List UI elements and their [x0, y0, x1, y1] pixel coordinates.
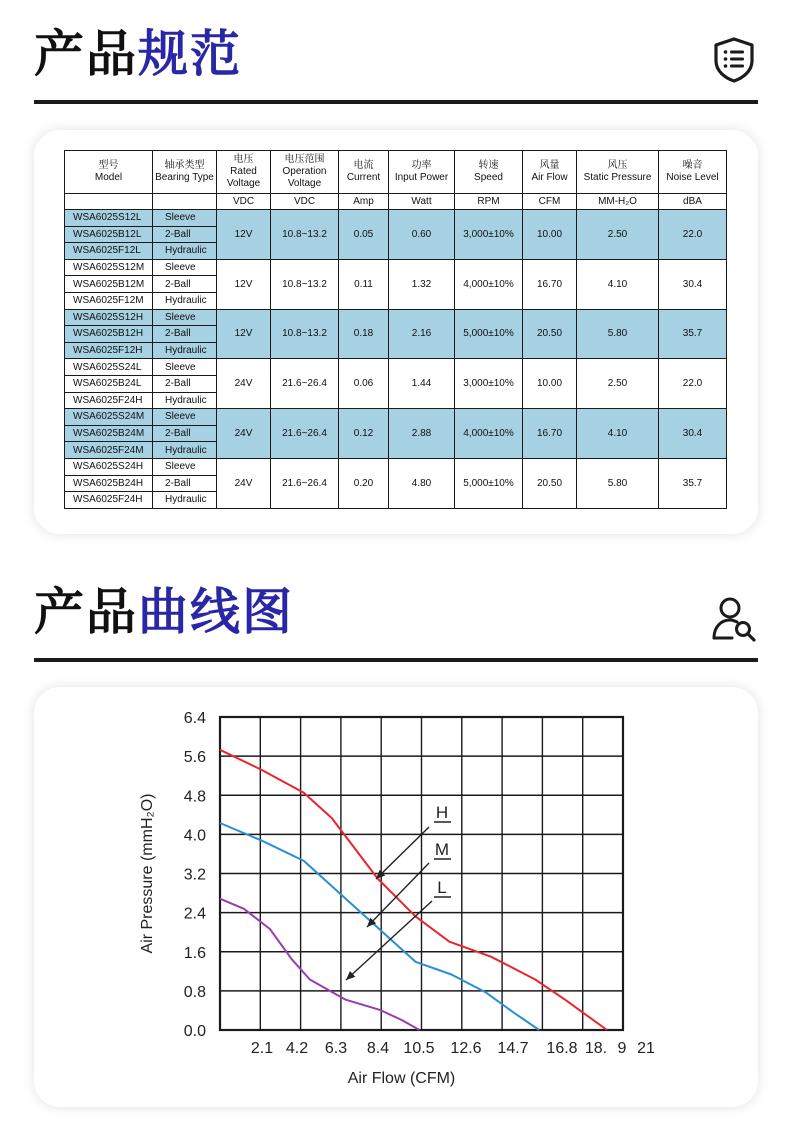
header-en: Speed: [474, 172, 503, 183]
model-cell: WSA6025F12L: [65, 243, 153, 260]
y-tick-label: 5.6: [183, 749, 206, 767]
y-tick-label: 0.8: [183, 983, 206, 1001]
y-tick-label: 4.0: [183, 827, 206, 845]
table-row: [65, 259, 727, 276]
title-part-black: 产品: [34, 25, 138, 83]
flow-cell: 20.50: [523, 458, 577, 508]
curve-label: L: [437, 878, 447, 897]
pressure-cell: 5.80: [577, 309, 659, 359]
table-row: [65, 409, 727, 426]
current-cell: 0.18: [339, 309, 389, 359]
speed-cell: 5,000±10%: [455, 309, 523, 359]
model-cell: WSA6025B24L: [65, 375, 153, 392]
list-shield-icon: [710, 36, 758, 84]
noise-cell: 22.0: [659, 210, 727, 260]
pressure-cell: 5.80: [577, 458, 659, 508]
header-zh: 噪音: [682, 160, 703, 171]
bearing-cell: Sleeve: [153, 458, 217, 475]
bearing-cell: Sleeve: [153, 259, 217, 276]
unit-cell: RPM: [455, 194, 523, 210]
model-cell: WSA6025S12L: [65, 210, 153, 227]
power-cell: 4.80: [389, 458, 455, 508]
range-cell: 10.8~13.2: [271, 210, 339, 260]
bearing-cell: Hydraulic: [153, 442, 217, 459]
y-tick-label: 0.0: [183, 1023, 206, 1040]
power-cell: 1.44: [389, 359, 455, 409]
series-line-h: [220, 750, 607, 1030]
table-header-cell: [577, 151, 659, 194]
speed-cell: 4,000±10%: [455, 409, 523, 459]
bearing-cell: Sleeve: [153, 359, 217, 376]
speed-cell: 3,000±10%: [455, 359, 523, 409]
table-row: [65, 309, 727, 326]
model-cell: WSA6025S12M: [65, 259, 153, 276]
range-cell: 21.6~26.4: [271, 359, 339, 409]
header-en: Static Pressure: [583, 172, 652, 183]
model-cell: WSA6025F24M: [65, 442, 153, 459]
current-cell: 0.20: [339, 458, 389, 508]
header-en: Current: [346, 172, 381, 183]
range-cell: 21.6~26.4: [271, 409, 339, 459]
power-cell: 1.32: [389, 259, 455, 309]
curve-card: [34, 687, 758, 1107]
title-part-black: 产品: [34, 583, 138, 641]
range-cell: 10.8~13.2: [271, 259, 339, 309]
table-header-cell: [389, 151, 455, 194]
model-cell: WSA6025S24H: [65, 458, 153, 475]
title-part-blue: 规范: [138, 25, 242, 83]
table-header-cell: [339, 151, 389, 194]
pressure-cell: 2.50: [577, 210, 659, 260]
header-zh: 型号: [98, 160, 119, 171]
x-tick-label: 14.7: [497, 1040, 529, 1057]
header-zh: 风量: [539, 160, 560, 171]
y-tick-label: 6.4: [183, 710, 206, 727]
flow-cell: 16.70: [523, 259, 577, 309]
voltage-cell: 24V: [217, 458, 271, 508]
flow-cell: 20.50: [523, 309, 577, 359]
pq-curve-chart: [34, 687, 758, 1107]
section-divider: [34, 658, 758, 662]
flow-cell: 16.70: [523, 409, 577, 459]
range-cell: 21.6~26.4: [271, 458, 339, 508]
header-en: Bearing Type: [155, 172, 214, 183]
model-cell: WSA6025F12M: [65, 292, 153, 309]
x-axis-title: Air Flow (CFM): [347, 1070, 456, 1087]
pressure-cell: 2.50: [577, 359, 659, 409]
unit-cell: VDC: [271, 194, 339, 210]
section-title-spec: [34, 24, 242, 84]
unit-cell: Watt: [389, 194, 455, 210]
current-cell: 0.12: [339, 409, 389, 459]
header-zh: 电流: [353, 160, 374, 171]
x-tick-label: 10.5: [403, 1040, 435, 1057]
noise-cell: 35.7: [659, 458, 727, 508]
model-cell: WSA6025B12H: [65, 326, 153, 343]
unit-cell: CFM: [523, 194, 577, 210]
bearing-cell: 2-Ball: [153, 276, 217, 293]
table-header-cell: [659, 151, 727, 194]
bearing-cell: 2-Ball: [153, 425, 217, 442]
current-cell: 0.05: [339, 210, 389, 260]
header-en: Noise Level: [666, 172, 719, 183]
section-title-curve: [34, 582, 294, 642]
header-en: Rated Voltage: [226, 166, 261, 189]
x-tick-label: 2.1: [250, 1040, 274, 1057]
noise-cell: 30.4: [659, 259, 727, 309]
table-unit-row: [65, 194, 727, 210]
table-row: [65, 210, 727, 227]
model-cell: WSA6025B24H: [65, 475, 153, 492]
x-tick-label: 18.: [584, 1040, 608, 1057]
power-cell: 0.60: [389, 210, 455, 260]
header-zh: 电压范围: [284, 154, 325, 165]
speed-cell: 5,000±10%: [455, 458, 523, 508]
table-header-cell: [271, 151, 339, 194]
bearing-cell: Sleeve: [153, 309, 217, 326]
bearing-cell: Hydraulic: [153, 243, 217, 260]
pressure-cell: 4.10: [577, 409, 659, 459]
speed-cell: 4,000±10%: [455, 259, 523, 309]
flow-cell: 10.00: [523, 210, 577, 260]
x-tick-label: 8.4: [366, 1040, 390, 1057]
voltage-cell: 12V: [217, 309, 271, 359]
voltage-cell: 12V: [217, 259, 271, 309]
section-header-curve: [34, 572, 758, 662]
header-en: Air Flow: [531, 172, 568, 183]
title-part-blue: 曲线图: [138, 583, 294, 641]
current-cell: 0.06: [339, 359, 389, 409]
y-axis-title: Air Pressure (mmH₂O): [139, 793, 156, 954]
model-cell: WSA6025F24H: [65, 492, 153, 509]
model-cell: WSA6025B12L: [65, 226, 153, 243]
unit-cell: MM-H₂O: [577, 194, 659, 210]
model-cell: WSA6025S24L: [65, 359, 153, 376]
flow-cell: 10.00: [523, 359, 577, 409]
model-cell: WSA6025F24H: [65, 392, 153, 409]
header-zh: 风压: [607, 160, 628, 171]
header-zh: 轴承类型: [164, 160, 205, 171]
y-tick-label: 1.6: [183, 944, 206, 962]
x-tick-label: 4.2: [285, 1040, 309, 1057]
voltage-cell: 12V: [217, 210, 271, 260]
bearing-cell: 2-Ball: [153, 475, 217, 492]
range-cell: 10.8~13.2: [271, 309, 339, 359]
header-en: Input Power: [394, 172, 449, 183]
series-line-l: [220, 899, 420, 1030]
bearing-cell: Hydraulic: [153, 392, 217, 409]
header-en: Model: [94, 172, 123, 183]
curve-label: M: [434, 840, 450, 859]
noise-cell: 35.7: [659, 309, 727, 359]
bearing-cell: 2-Ball: [153, 326, 217, 343]
x-tick-label: 16.8: [546, 1040, 578, 1057]
y-tick-label: 4.8: [183, 788, 206, 806]
user-search-icon: [710, 594, 758, 642]
table-cell: [65, 194, 153, 210]
model-cell: WSA6025B24M: [65, 425, 153, 442]
table-row: [65, 458, 727, 475]
voltage-cell: 24V: [217, 359, 271, 409]
table-header-row: [65, 151, 727, 194]
header-zh: 转速: [478, 160, 499, 171]
noise-cell: 30.4: [659, 409, 727, 459]
x-tick-label: 9: [617, 1040, 627, 1057]
table-header-cell: [455, 151, 523, 194]
y-tick-label: 2.4: [183, 905, 206, 923]
bearing-cell: 2-Ball: [153, 375, 217, 392]
voltage-cell: 24V: [217, 409, 271, 459]
x-tick-label: 21: [637, 1040, 655, 1057]
bearing-cell: 2-Ball: [153, 226, 217, 243]
bearing-cell: Hydraulic: [153, 492, 217, 509]
bearing-cell: Hydraulic: [153, 342, 217, 359]
x-tick-label: 6.3: [324, 1040, 348, 1057]
table-header-cell: [153, 151, 217, 194]
header-zh: 功率: [411, 160, 432, 171]
current-cell: 0.11: [339, 259, 389, 309]
speed-cell: 3,000±10%: [455, 210, 523, 260]
spec-table: [64, 150, 727, 509]
spec-card: [34, 130, 758, 534]
model-cell: WSA6025S24M: [65, 409, 153, 426]
model-cell: WSA6025F12H: [65, 342, 153, 359]
table-header-cell: [217, 151, 271, 194]
y-tick-label: 3.2: [183, 866, 206, 884]
unit-cell: VDC: [217, 194, 271, 210]
table-header-cell: [523, 151, 577, 194]
bearing-cell: Sleeve: [153, 210, 217, 227]
power-cell: 2.88: [389, 409, 455, 459]
table-header-cell: [65, 151, 153, 194]
x-tick-label: 12.6: [450, 1040, 482, 1057]
section-header-spec: [34, 14, 758, 104]
model-cell: WSA6025B12M: [65, 276, 153, 293]
unit-cell: Amp: [339, 194, 389, 210]
annotation-arrow: [367, 863, 429, 927]
model-cell: WSA6025S12H: [65, 309, 153, 326]
unit-cell: dBA: [659, 194, 727, 210]
bearing-cell: Sleeve: [153, 409, 217, 426]
header-zh: 电压: [233, 154, 254, 165]
power-cell: 2.16: [389, 309, 455, 359]
noise-cell: 22.0: [659, 359, 727, 409]
curve-label: H: [435, 803, 449, 822]
section-divider: [34, 100, 758, 104]
table-row: [65, 359, 727, 376]
pressure-cell: 4.10: [577, 259, 659, 309]
table-cell: [153, 194, 217, 210]
bearing-cell: Hydraulic: [153, 292, 217, 309]
header-en: Operation Voltage: [282, 166, 327, 189]
